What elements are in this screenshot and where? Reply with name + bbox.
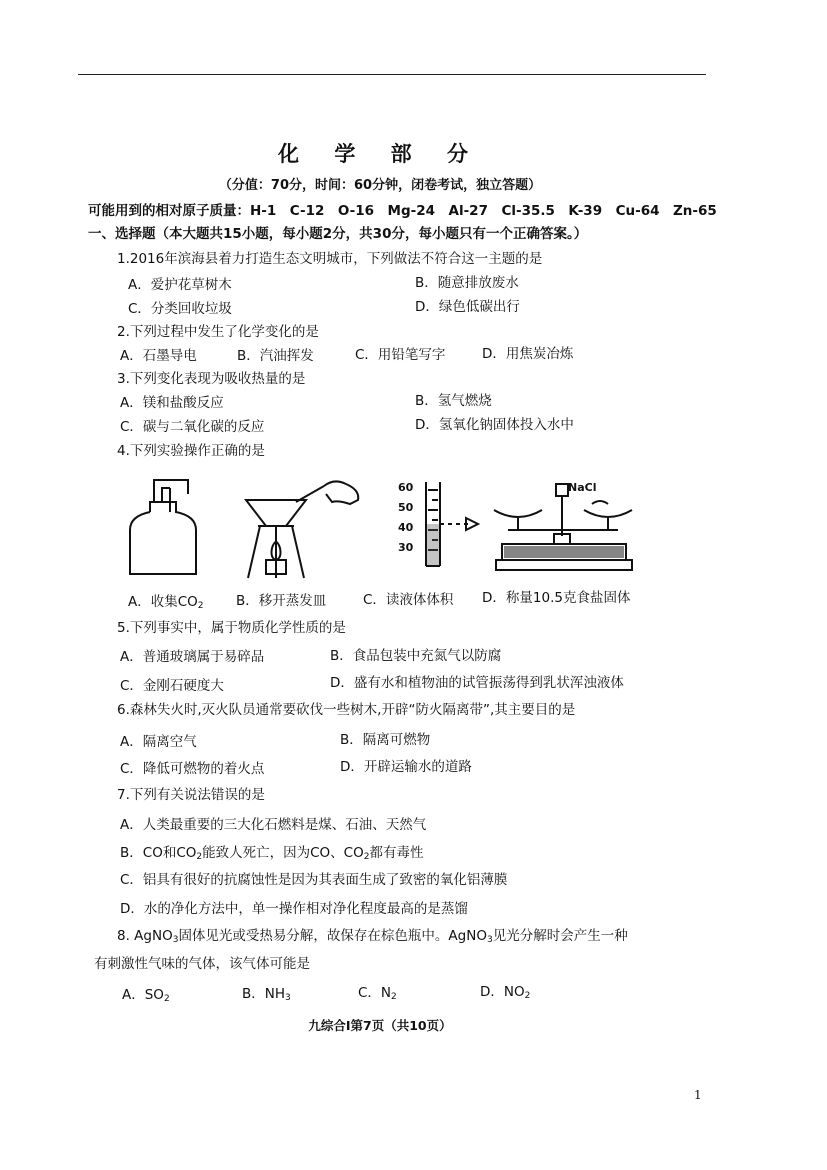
q4-stem: 4.下列实验操作正确的是 bbox=[117, 443, 265, 459]
q4-option-d: D．称量10.5克食盐固体 bbox=[482, 590, 631, 606]
q8-option-a: A．$SO_2$ bbox=[122, 987, 170, 1004]
q3-option-d: D．氢氧化钠固体投入水中 bbox=[415, 417, 574, 433]
q7-option-b: B．CO和$CO_2$能致人死亡，因为CO、$CO_2$都有毒性 bbox=[120, 845, 424, 862]
q5-option-a: A．普通玻璃属于易碎品 bbox=[120, 649, 265, 665]
q4-option-c: C．读液体体积 bbox=[363, 592, 454, 608]
exam-info: （分值：70分，时间：60分钟，闭卷考试，独立答题） bbox=[218, 178, 542, 193]
q1-option-b: B．随意排放废水 bbox=[415, 275, 519, 291]
q6-stem: 6.森林失火时,灭火队员通常要砍伐一些树木,开辟“防火隔离带”,其主要目的是 bbox=[117, 702, 576, 718]
atomic-masses: 可能用到的相对原子质量：H-1 C-12 O-16 Mg-24 Al-27 Cl-35.5 K-39 Cu-64 Zn-65 bbox=[88, 203, 717, 219]
q7-option-c: C．铝具有很好的抗腐蚀性是因为其表面生成了致密的氧化铝薄膜 bbox=[120, 872, 508, 888]
q4-option-b: B．移开蒸发皿 bbox=[236, 593, 327, 609]
q2-option-c: C．用铅笔写字 bbox=[355, 347, 446, 363]
q6-option-c: C．降低可燃物的着火点 bbox=[120, 761, 265, 777]
q7-option-d: D．水的净化方法中，单一操作相对净化程度最高的是蒸馏 bbox=[120, 901, 468, 917]
q2-option-d: D．用焦炭冶炼 bbox=[482, 346, 574, 362]
cylinder-mark-30: 30 bbox=[398, 541, 414, 554]
q3-option-c: C．碳与二氧化碳的反应 bbox=[120, 419, 265, 435]
q7-stem: 7.下列有关说法错误的是 bbox=[117, 787, 265, 803]
q5-option-d: D．盛有水和植物油的试管振荡得到乳状浑浊液体 bbox=[330, 675, 624, 691]
section-heading: 一、选择题（本大题共15小题，每小题2分，共30分，每小题只有一个正确答案。） bbox=[88, 226, 588, 242]
nacl-label: NaCl bbox=[568, 481, 597, 494]
q2-option-b: B．汽油挥发 bbox=[237, 348, 314, 364]
q3-option-a: A．镁和盐酸反应 bbox=[120, 395, 224, 411]
q5-option-b: B．食品包装中充氮气以防腐 bbox=[330, 648, 502, 664]
q5-option-c: C．金刚石硬度大 bbox=[120, 678, 224, 694]
q3-option-b: B．氢气燃烧 bbox=[415, 393, 492, 409]
q8-option-d: D．$NO_2$ bbox=[480, 984, 531, 1001]
evaporation-figure bbox=[238, 478, 364, 582]
cylinder-mark-50: 50 bbox=[398, 501, 414, 514]
q1-stem: 1.2016年滨海县着力打造生态文明城市，下列做法不符合这一主题的是 bbox=[117, 251, 543, 267]
q1-option-c: C．分类回收垃圾 bbox=[128, 301, 232, 317]
page-footer: 九综合Ⅰ第7页（共10页） bbox=[308, 1018, 452, 1033]
q8-option-b: B．$NH_3$ bbox=[242, 986, 291, 1003]
q6-option-b: B．隔离可燃物 bbox=[340, 732, 431, 748]
balance-figure bbox=[488, 474, 638, 574]
page-title: 化 学 部 分 bbox=[278, 142, 482, 166]
top-rule bbox=[78, 74, 706, 75]
q1-option-a: A．爱护花草树木 bbox=[128, 277, 232, 293]
q3-stem: 3.下列变化表现为吸收热量的是 bbox=[117, 371, 306, 387]
cylinder-mark-40: 40 bbox=[398, 521, 414, 534]
page-number: 1 bbox=[694, 1088, 702, 1102]
q4-option-a: A．收集$CO_2$ bbox=[128, 594, 204, 611]
q2-option-a: A．石墨导电 bbox=[120, 348, 197, 364]
cylinder-mark-60: 60 bbox=[398, 481, 414, 494]
gas-bottle-figure bbox=[126, 474, 206, 579]
q1-option-d: D．绿色低碳出行 bbox=[415, 299, 520, 315]
q7-option-a: A．人类最重要的三大化石燃料是煤、石油、天然气 bbox=[120, 817, 427, 833]
q2-stem: 2.下列过程中发生了化学变化的是 bbox=[117, 324, 319, 340]
q6-option-a: A．隔离空气 bbox=[120, 734, 197, 750]
q8-stem-line2: 有刺激性气味的气体，该气体可能是 bbox=[94, 956, 310, 972]
q8-stem: 8. AgNO$_3$固体见光或受热易分解，故保存在棕色瓶中。AgNO$_3$见光分解时会产生一种 bbox=[117, 928, 628, 945]
q8-option-c: C．$N_2$ bbox=[358, 985, 397, 1002]
q6-option-d: D．开辟运输水的道路 bbox=[340, 759, 472, 775]
q5-stem: 5.下列事实中，属于物质化学性质的是 bbox=[117, 620, 346, 636]
